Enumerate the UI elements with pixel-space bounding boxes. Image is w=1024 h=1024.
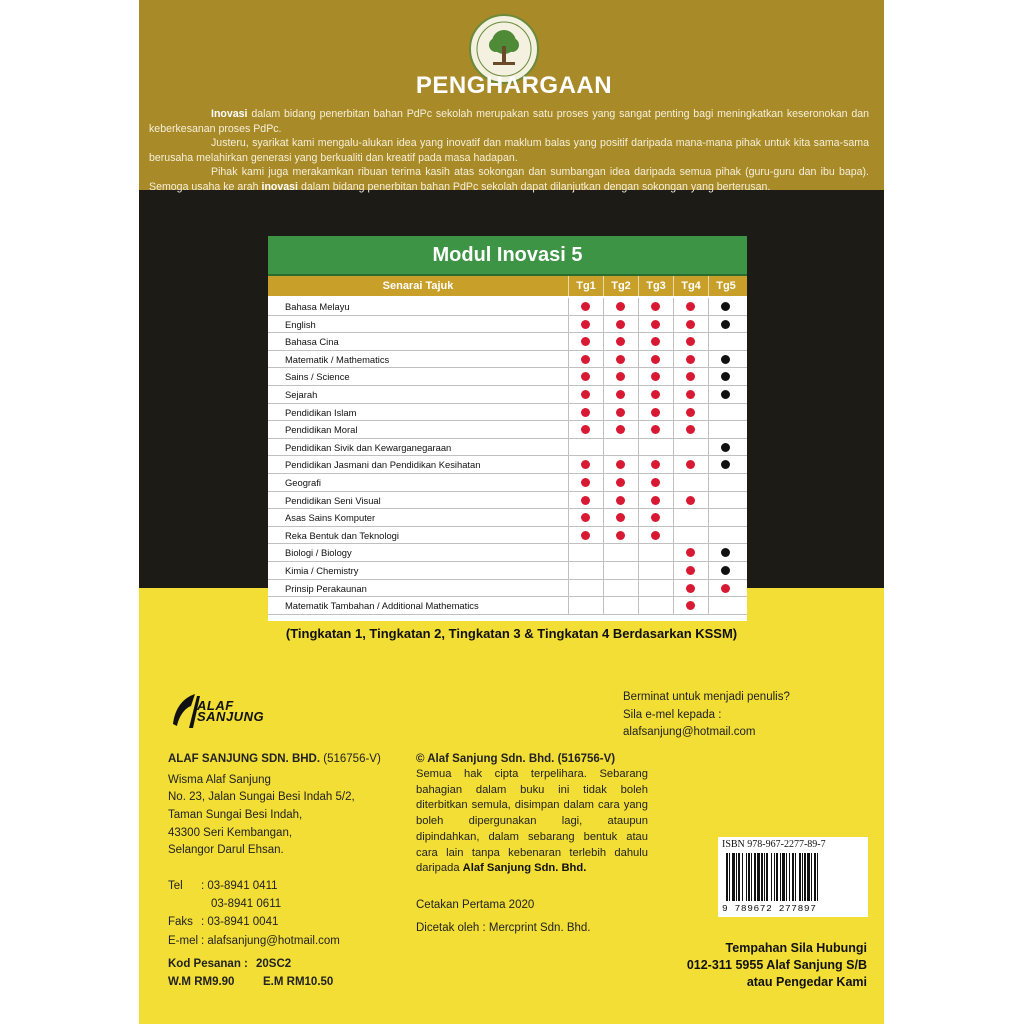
black-dot-icon <box>721 460 730 469</box>
availability-cell <box>708 421 742 438</box>
availability-cell <box>638 562 672 579</box>
black-dot-icon <box>721 566 730 575</box>
red-dot-icon <box>651 355 660 364</box>
black-dot-icon <box>721 390 730 399</box>
red-dot-icon <box>616 408 625 417</box>
column-header-tg4: Tg4 <box>673 276 708 296</box>
barcode-bar <box>799 853 801 901</box>
subject-name: Prinsip Perakaunan <box>285 582 367 594</box>
address-line: Wisma Alaf Sanjung <box>168 774 271 786</box>
writer-email-prompt: Sila e-mel kepada : <box>623 709 722 721</box>
red-dot-icon <box>651 390 660 399</box>
subject-name: Pendidikan Sivik dan Kewarganegaraan <box>285 441 452 453</box>
barcode-bar <box>774 853 775 901</box>
black-dot-icon <box>721 320 730 329</box>
red-dot-icon <box>686 390 695 399</box>
table-row <box>268 333 747 351</box>
red-dot-icon <box>651 460 660 469</box>
barcode <box>724 853 862 903</box>
table-body <box>268 298 747 615</box>
company-email[interactable]: : alafsanjung@hotmail.com <box>201 935 340 947</box>
availability-cell <box>638 509 672 526</box>
barcode-bar <box>738 853 740 901</box>
availability-cell <box>568 333 602 350</box>
table-row <box>268 439 747 457</box>
red-dot-icon <box>581 302 590 311</box>
barcode-bar <box>746 853 747 901</box>
availability-cell <box>673 456 707 473</box>
table-row <box>268 456 747 474</box>
availability-cell <box>603 386 637 403</box>
availability-cell <box>603 527 637 544</box>
availability-cell <box>673 333 707 350</box>
availability-cell <box>708 333 742 350</box>
availability-cell <box>603 421 637 438</box>
isbn-number: 9 789672 277897 <box>722 903 817 914</box>
company-reg: (516756-V) <box>323 753 381 765</box>
column-header-tg3: Tg3 <box>638 276 673 296</box>
availability-cell <box>708 351 742 368</box>
availability-cell <box>603 597 637 614</box>
copyright-body: Semua hak cipta terpelihara. Sebarang bahagian dalam buku ini tidak boleh diterbitkan semula, disimpan dalam cara yang boleh dipergunakan lagi, ataupun dipindahkan, dalam sebarang bentuk atau cara lain tanpa kebenaran terlebih dahulu daripada <box>416 768 648 875</box>
availability-cell <box>638 386 672 403</box>
red-dot-icon <box>581 408 590 417</box>
order-info <box>619 940 867 991</box>
address-line: No. 23, Jalan Sungai Besi Indah 5/2, <box>168 791 355 803</box>
red-dot-icon <box>651 531 660 540</box>
isbn-label: ISBN 978-967-2277-89-7 <box>722 839 826 850</box>
black-dot-icon <box>721 355 730 364</box>
copyright-heading: © Alaf Sanjung Sdn. Bhd. (516756-V) <box>416 753 616 765</box>
availability-cell <box>568 527 602 544</box>
red-dot-icon <box>581 337 590 346</box>
subject-name: Kimia / Chemistry <box>285 564 359 576</box>
brand-wordmark <box>197 700 264 722</box>
availability-cell <box>638 368 672 385</box>
red-dot-icon <box>686 425 695 434</box>
availability-cell <box>568 316 602 333</box>
barcode-bar <box>742 853 743 901</box>
red-dot-icon <box>651 337 660 346</box>
red-dot-icon <box>651 496 660 505</box>
availability-cell <box>708 509 742 526</box>
availability-cell <box>568 562 602 579</box>
intro-p2: Justeru, syarikat kami mengalu-alukan idea yang inovatif dan maklum balas yang positif daripada mana-mana pihak untuk kita sama-sama berusaha melahirkan generasi yang berkualiti dan kreatif pada masa hadapan. <box>149 137 869 164</box>
module-table <box>268 236 747 621</box>
table-row <box>268 580 747 598</box>
fax-label: Faks <box>168 916 193 928</box>
subject-name: Bahasa Cina <box>285 336 339 348</box>
order-code-label: Kod Pesanan : <box>168 958 248 970</box>
book-back-cover <box>139 0 884 1024</box>
availability-cell <box>568 386 602 403</box>
red-dot-icon <box>686 496 695 505</box>
table-row <box>268 368 747 386</box>
availability-cell <box>603 492 637 509</box>
red-dot-icon <box>651 513 660 522</box>
table-row <box>268 492 747 510</box>
black-dot-icon <box>721 548 730 557</box>
barcode-bar <box>761 853 763 901</box>
barcode-bar <box>766 853 768 901</box>
availability-cell <box>708 368 742 385</box>
red-dot-icon <box>616 302 625 311</box>
availability-cell <box>568 492 602 509</box>
red-dot-icon <box>686 460 695 469</box>
table-row <box>268 509 747 527</box>
availability-cell <box>638 544 672 561</box>
availability-cell <box>568 597 602 614</box>
subject-column-header: Senarai Tajuk <box>382 280 454 292</box>
black-dot-icon <box>721 443 730 452</box>
availability-cell <box>638 527 672 544</box>
company-name: ALAF SANJUNG SDN. BHD. <box>168 753 321 765</box>
barcode-bar <box>729 853 730 901</box>
availability-cell <box>673 351 707 368</box>
red-dot-icon <box>581 390 590 399</box>
subject-name: Pendidikan Moral <box>285 424 358 436</box>
barcode-bar <box>757 853 760 901</box>
column-header-tg5: Tg5 <box>708 276 743 296</box>
red-dot-icon <box>581 513 590 522</box>
red-dot-icon <box>581 460 590 469</box>
availability-cell <box>603 456 637 473</box>
availability-cell <box>603 474 637 491</box>
table-row <box>268 474 747 492</box>
brand-line1: ALAF <box>197 698 234 713</box>
intro-p3a: Pihak kami juga merakamkan ribuan terima kasih atas sokongan dan sumbangan idea daripada semua pihak (guru-guru dan ibu bapa). Semoga usaha ke arah <box>149 166 869 193</box>
availability-cell <box>708 544 742 561</box>
availability-cell <box>638 439 672 456</box>
availability-cell <box>673 509 707 526</box>
address-line: 43300 Seri Kembangan, <box>168 827 293 839</box>
subject-name: Geografi <box>285 476 321 488</box>
availability-cell <box>673 597 707 614</box>
address-line: Taman Sungai Besi Indah, <box>168 809 303 821</box>
red-dot-icon <box>686 601 695 610</box>
table-row <box>268 351 747 369</box>
availability-cell <box>708 298 742 315</box>
barcode-bar <box>789 853 790 901</box>
red-dot-icon <box>651 320 660 329</box>
tel-label: Tel <box>168 880 183 892</box>
column-header-tg1: Tg1 <box>568 276 603 296</box>
availability-cell <box>568 368 602 385</box>
address-line: Selangor Darul Ehsan. <box>168 844 284 856</box>
red-dot-icon <box>721 584 730 593</box>
availability-cell <box>638 333 672 350</box>
barcode-bar <box>802 853 803 901</box>
availability-cell <box>638 580 672 597</box>
fax-number: : 03-8941 0041 <box>201 916 279 928</box>
tel-number-2: 03-8941 0611 <box>211 898 282 910</box>
availability-cell <box>603 544 637 561</box>
red-dot-icon <box>651 478 660 487</box>
barcode-bar <box>780 853 781 901</box>
red-dot-icon <box>616 390 625 399</box>
availability-cell <box>638 492 672 509</box>
acknowledgement-text <box>149 107 869 195</box>
isbn-barcode-block <box>718 837 868 917</box>
red-dot-icon <box>616 425 625 434</box>
subject-name: Pendidikan Islam <box>285 406 357 418</box>
red-dot-icon <box>616 372 625 381</box>
barcode-bar <box>792 853 794 901</box>
availability-cell <box>603 439 637 456</box>
copyright-company: Alaf Sanjung Sdn. Bhd. <box>462 862 587 875</box>
barcode-bar <box>776 853 778 901</box>
table-row <box>268 316 747 334</box>
black-dot-icon <box>721 372 730 381</box>
red-dot-icon <box>616 513 625 522</box>
availability-cell <box>638 421 672 438</box>
availability-cell <box>708 386 742 403</box>
availability-cell <box>708 562 742 579</box>
subject-name: Reka Bentuk dan Teknologi <box>285 529 399 541</box>
availability-cell <box>673 527 707 544</box>
availability-cell <box>673 439 707 456</box>
writer-invite: Berminat untuk menjadi penulis? <box>623 691 790 703</box>
intro-p1: dalam bidang penerbitan bahan PdPc sekolah merupakan satu proses yang sangat penting bagi meningkatkan keseronokan dan keberkesanan proses PdPc. <box>149 108 869 135</box>
table-row <box>268 421 747 439</box>
table-row <box>268 544 747 562</box>
printer: Dicetak oleh : Mercprint Sdn. Bhd. <box>416 922 591 934</box>
red-dot-icon <box>651 372 660 381</box>
red-dot-icon <box>686 584 695 593</box>
availability-cell <box>673 298 707 315</box>
availability-cell <box>673 580 707 597</box>
barcode-bar <box>817 853 818 901</box>
availability-cell <box>568 456 602 473</box>
barcode-bar <box>771 853 772 901</box>
barcode-bar <box>811 853 812 901</box>
barcode-bar <box>804 853 806 901</box>
availability-cell <box>708 439 742 456</box>
subject-name: Pendidikan Jasmani dan Pendidikan Kesihatan <box>285 459 481 471</box>
availability-cell <box>673 544 707 561</box>
red-dot-icon <box>616 337 625 346</box>
availability-cell <box>603 351 637 368</box>
availability-cell <box>708 404 742 421</box>
availability-cell <box>568 544 602 561</box>
availability-cell <box>673 404 707 421</box>
order-line1: Tempahan Sila Hubungi <box>725 941 867 955</box>
red-dot-icon <box>581 531 590 540</box>
availability-cell <box>708 597 742 614</box>
red-dot-icon <box>616 320 625 329</box>
red-dot-icon <box>686 548 695 557</box>
red-dot-icon <box>686 320 695 329</box>
table-title: Modul Inovasi 5 <box>268 236 747 276</box>
barcode-bar <box>795 853 796 901</box>
barcode-bar <box>786 853 787 901</box>
availability-cell <box>603 333 637 350</box>
availability-cell <box>708 580 742 597</box>
red-dot-icon <box>616 460 625 469</box>
availability-cell <box>603 404 637 421</box>
order-line2: 012-311 5955 Alaf Sanjung S/B <box>686 958 867 972</box>
red-dot-icon <box>651 302 660 311</box>
red-dot-icon <box>616 496 625 505</box>
barcode-bar <box>751 853 752 901</box>
availability-cell <box>708 456 742 473</box>
intro-lead: Inovasi <box>211 108 248 120</box>
subject-name: Sains / Science <box>285 371 350 383</box>
availability-cell <box>673 421 707 438</box>
edition: Cetakan Pertama 2020 <box>416 899 535 911</box>
availability-cell <box>568 351 602 368</box>
subject-name: Bahasa Melayu <box>285 301 350 312</box>
table-row <box>268 386 747 404</box>
table-row <box>268 298 747 316</box>
order-line3: atau Pengedar Kami <box>746 975 867 989</box>
table-row <box>268 404 747 422</box>
tel-number: : 03-8941 0411 <box>201 880 278 892</box>
availability-cell <box>708 474 742 491</box>
subject-name: Biologi / Biology <box>285 547 352 559</box>
availability-cell <box>708 492 742 509</box>
barcode-bar <box>726 853 728 901</box>
red-dot-icon <box>686 566 695 575</box>
availability-cell <box>603 562 637 579</box>
availability-cell <box>638 351 672 368</box>
red-dot-icon <box>581 425 590 434</box>
barcode-bar <box>764 853 765 901</box>
availability-cell <box>638 597 672 614</box>
red-dot-icon <box>686 302 695 311</box>
availability-cell <box>673 492 707 509</box>
availability-cell <box>568 439 602 456</box>
availability-cell <box>603 509 637 526</box>
table-row <box>268 597 747 615</box>
intro-p3b: inovasi <box>261 180 299 193</box>
availability-cell <box>673 386 707 403</box>
availability-cell <box>568 580 602 597</box>
subject-name: Sejarah <box>285 388 318 400</box>
table-header <box>268 276 747 296</box>
red-dot-icon <box>616 355 625 364</box>
barcode-bar <box>814 853 816 901</box>
barcode-bar <box>754 853 756 901</box>
availability-cell <box>568 404 602 421</box>
availability-cell <box>673 474 707 491</box>
subject-name: Pendidikan Seni Visual <box>285 494 381 506</box>
availability-cell <box>603 580 637 597</box>
red-dot-icon <box>651 408 660 417</box>
availability-cell <box>638 404 672 421</box>
red-dot-icon <box>686 372 695 381</box>
subject-name: Matematik Tambahan / Additional Mathematics <box>285 600 479 612</box>
barcode-bar <box>782 853 785 901</box>
availability-cell <box>568 474 602 491</box>
availability-cell <box>708 316 742 333</box>
black-dot-icon <box>721 302 730 311</box>
red-dot-icon <box>616 531 625 540</box>
availability-cell <box>603 368 637 385</box>
availability-cell <box>603 316 637 333</box>
barcode-bar <box>748 853 750 901</box>
barcode-bar <box>736 853 737 901</box>
red-dot-icon <box>686 408 695 417</box>
email-label: E-mel <box>168 935 199 947</box>
price-west-malaysia: W.M RM9.90 <box>168 976 235 988</box>
availability-cell <box>568 298 602 315</box>
red-dot-icon <box>581 355 590 364</box>
availability-cell <box>673 368 707 385</box>
table-row <box>268 527 747 545</box>
availability-cell <box>568 509 602 526</box>
availability-cell <box>568 421 602 438</box>
availability-cell <box>638 298 672 315</box>
availability-cell <box>673 316 707 333</box>
order-code: 20SC2 <box>256 958 292 970</box>
red-dot-icon <box>581 372 590 381</box>
barcode-bar <box>732 853 735 901</box>
price-east-malaysia: E.M RM10.50 <box>263 976 334 988</box>
subject-name: Matematik / Mathematics <box>285 353 390 365</box>
intro-p3c: dalam bidang penerbitan bahan PdPc sekolah dapat dilanjutkan dengan sokongan yang berterusan. <box>298 180 771 193</box>
table-row <box>268 562 747 580</box>
copyright-text <box>416 767 648 877</box>
red-dot-icon <box>581 496 590 505</box>
column-header-tg2: Tg2 <box>603 276 638 296</box>
red-dot-icon <box>581 478 590 487</box>
subject-name: English <box>285 318 316 330</box>
availability-cell <box>673 562 707 579</box>
page-title: PENGHARGAAN <box>415 72 613 99</box>
alaf-sanjung-logo <box>169 690 279 732</box>
availability-cell <box>603 298 637 315</box>
availability-cell <box>638 456 672 473</box>
brand-line2: SANJUNG <box>197 709 265 724</box>
red-dot-icon <box>581 320 590 329</box>
availability-cell <box>708 527 742 544</box>
company-name-line <box>168 751 381 767</box>
red-dot-icon <box>686 337 695 346</box>
barcode-bar <box>807 853 810 901</box>
writer-email[interactable]: alafsanjung@hotmail.com <box>623 726 756 738</box>
red-dot-icon <box>616 478 625 487</box>
availability-cell <box>638 316 672 333</box>
subject-name: Asas Sains Komputer <box>285 512 376 524</box>
form-level-note: (Tingkatan 1, Tingkatan 2, Tingkatan 3 & Tingkatan 4 Berdasarkan KSSM) <box>285 626 738 641</box>
red-dot-icon <box>651 425 660 434</box>
red-dot-icon <box>686 355 695 364</box>
availability-cell <box>638 474 672 491</box>
